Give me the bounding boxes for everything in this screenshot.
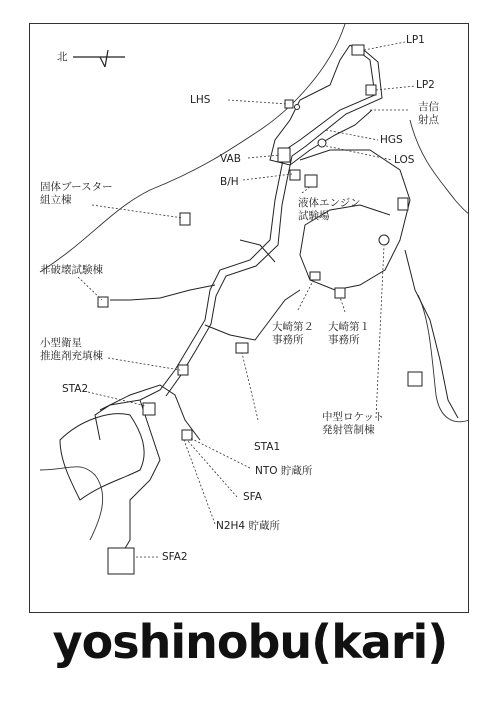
osaki-2-building [310,272,320,280]
leader-hgs [326,130,378,140]
osaki-1-building [335,288,345,298]
lp1-building [352,45,364,55]
label-los: LOS [394,154,415,166]
east-building-2 [398,198,408,210]
sta1-building [236,343,248,353]
label-sta2: STA2 [62,383,89,395]
label-small-sat: 小型衛星 推進剤充填棟 [40,337,103,362]
label-yoshinobu-range: 吉信 射点 [418,101,439,126]
leader-sfa [187,440,237,497]
medium-rocket-dome [379,235,389,245]
label-sfa2: SFA2 [162,551,188,563]
leader-ndt [78,277,102,300]
bh-building [290,170,300,180]
label-nto: NTO 貯蔵所 [255,465,313,477]
label-n2h4: N2H4 貯蔵所 [216,520,280,532]
east-coast [418,295,469,422]
label-vab: VAB [220,153,241,165]
label-lp2: LP2 [416,79,435,91]
lhs-building [285,100,293,108]
south-coast [40,467,103,540]
label-sfa: SFA [243,491,262,503]
leader-lp2 [376,86,415,90]
leader-osaki-1 [340,297,345,312]
leader-sta1 [242,353,258,420]
nto-building [182,430,192,440]
road-north-branch [240,240,275,262]
leader-lhs [228,100,288,104]
road-west [110,285,215,300]
label-solid-booster: 固体ブースター 組立棟 [40,181,113,206]
label-medium-rocket: 中型ロケット 発射管制棟 [322,411,385,436]
liquid-engine-building [305,175,317,187]
north-label: 北 [57,51,68,63]
los-tank [318,139,326,147]
label-lhs: LHS [190,94,211,106]
page-caption: yoshinobu(kari) [52,615,448,669]
road-east-branch [405,250,458,418]
lhs-tank [295,105,300,110]
leader-bh [243,174,292,180]
ridge-line [410,120,469,214]
label-osaki-1: 大崎第１ 事務所 [328,321,370,346]
ndt-building [98,297,108,307]
label-osaki-2: 大崎第２ 事務所 [272,321,314,346]
label-lp1: LP1 [406,34,425,46]
coastline [40,24,345,272]
south-area-outline [60,414,144,500]
vab-building [278,148,290,162]
road-south [118,400,160,560]
sfa2-building [108,548,134,574]
leader-vab [248,155,280,158]
lp2-building [366,85,376,95]
label-hgs: HGS [380,134,403,146]
solid-booster-building [180,213,190,225]
north-arrow [73,50,125,67]
leader-osaki-2 [298,279,314,310]
sta2-building [143,403,155,415]
leader-small-sat [108,358,180,370]
road-main [95,45,375,440]
label-sta1: STA1 [254,441,281,453]
leader-los [326,146,392,160]
leader-nto [190,438,250,468]
leader-lp1 [364,42,405,50]
label-ndt: 非破壊試験棟 [40,264,103,276]
leader-n2h4 [184,440,215,524]
east-building [408,372,422,386]
label-liquid-engine: 液体エンジン 試験場 [298,197,361,222]
label-bh: B/H [220,176,239,188]
